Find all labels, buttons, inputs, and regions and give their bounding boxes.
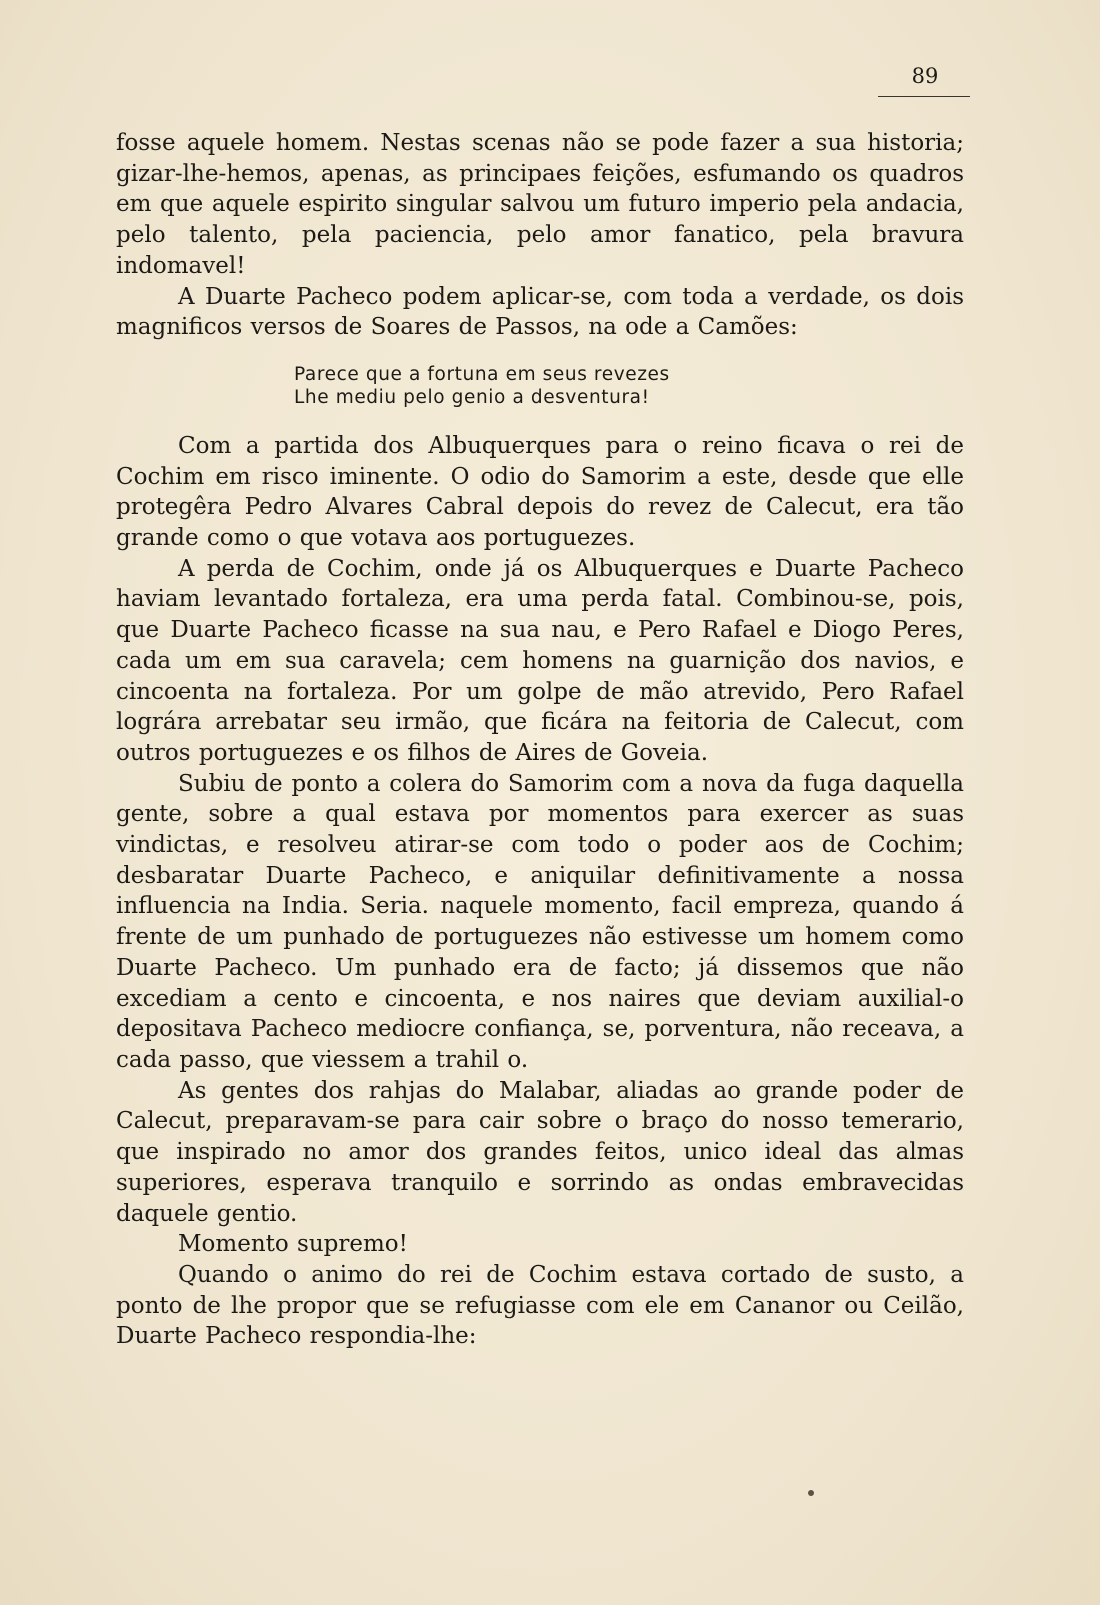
ink-speck — [808, 1490, 814, 1496]
page-number: 89 — [911, 64, 939, 88]
paragraph: As gentes dos rahjas do Malabar, aliadas ao grande poder de Calecut, preparavam-se para cair sobre o braço do nosso temerario, que inspirado no amor dos grandes feitos, unico ideal das almas superiores, esperava tranquilo e sorrindo as ondas embravecidas daquele gentio. — [116, 1077, 964, 1227]
page-number-rule — [878, 96, 970, 97]
verse-quote — [294, 363, 964, 409]
verse-line: Lhe mediu pelo genio a desventura! — [294, 386, 650, 408]
paragraph: Subiu de ponto a colera do Samorim com a nova da fuga daquella gente, sobre a qual estava por momentos para exercer as suas vindictas, e resolveu atirar-se com todo o poder aos de Cochim; desbaratar Duarte Pacheco, e aniquilar definitivamente a nossa influencia na India. Seria. naquele momento, facil empreza, quando á frente de um punhado de portuguezes não estivesse um homem como Duarte Pacheco. Um punhado era de facto; já dissemos que não excediam a cento e cincoenta, e nos naires que deviam auxilial-o depositava Pacheco mediocre confiança, se, porventura, não receava, a cada passo, que viessem a trahil o. — [116, 770, 964, 1073]
paragraph: A perda de Cochim, onde já os Albuquerques e Duarte Pacheco haviam levantado fortaleza, era uma perda fatal. Combinou-se, pois, que Duarte Pacheco ficasse na sua nau, e Pero Rafael e Diogo Peres, cada um em sua caravela; cem homens na guarnição dos navios, e cincoenta na fortaleza. Por um golpe de mão atrevido, Pero Rafael lográra arrebatar seu irmão, que ficára na feitoria de Calecut, com outros portuguezes e os filhos de Aires de Goveia. — [116, 555, 964, 766]
paragraph-continuation: fosse aquele homem. Nestas scenas não se pode fazer a sua historia; gizar-lhe-hemos, apenas, as principaes feições, esfumando os quadros em que aquele espirito singular salvou um futuro imperio pela andacia, pelo talento, pela paciencia, pelo amor fanatico, pela bravura indomavel! — [116, 130, 964, 279]
paragraph: Quando o animo do rei de Cochim estava cortado de susto, a ponto de lhe propor que se refugiasse com ele em Cananor ou Ceilão, Duarte Pacheco respondia-lhe: — [116, 1261, 964, 1350]
paragraph: Com a partida dos Albuquerques para o reino ficava o rei de Cochim em risco iminente. O odio do Samorim a este, desde que elle protegêra Pedro Alvares Cabral depois do revez de Calecut, era tão grande como o que votava aos portuguezes. — [116, 432, 964, 552]
body-text — [116, 128, 964, 1352]
paragraph: A Duarte Pacheco podem aplicar-se, com toda a verdade, os dois magnificos versos de Soares de Passos, na ode a Camões: — [116, 283, 964, 341]
verse-line: Parece que a fortuna em seus revezes — [294, 363, 670, 385]
paragraph: Momento supremo! — [178, 1231, 408, 1258]
